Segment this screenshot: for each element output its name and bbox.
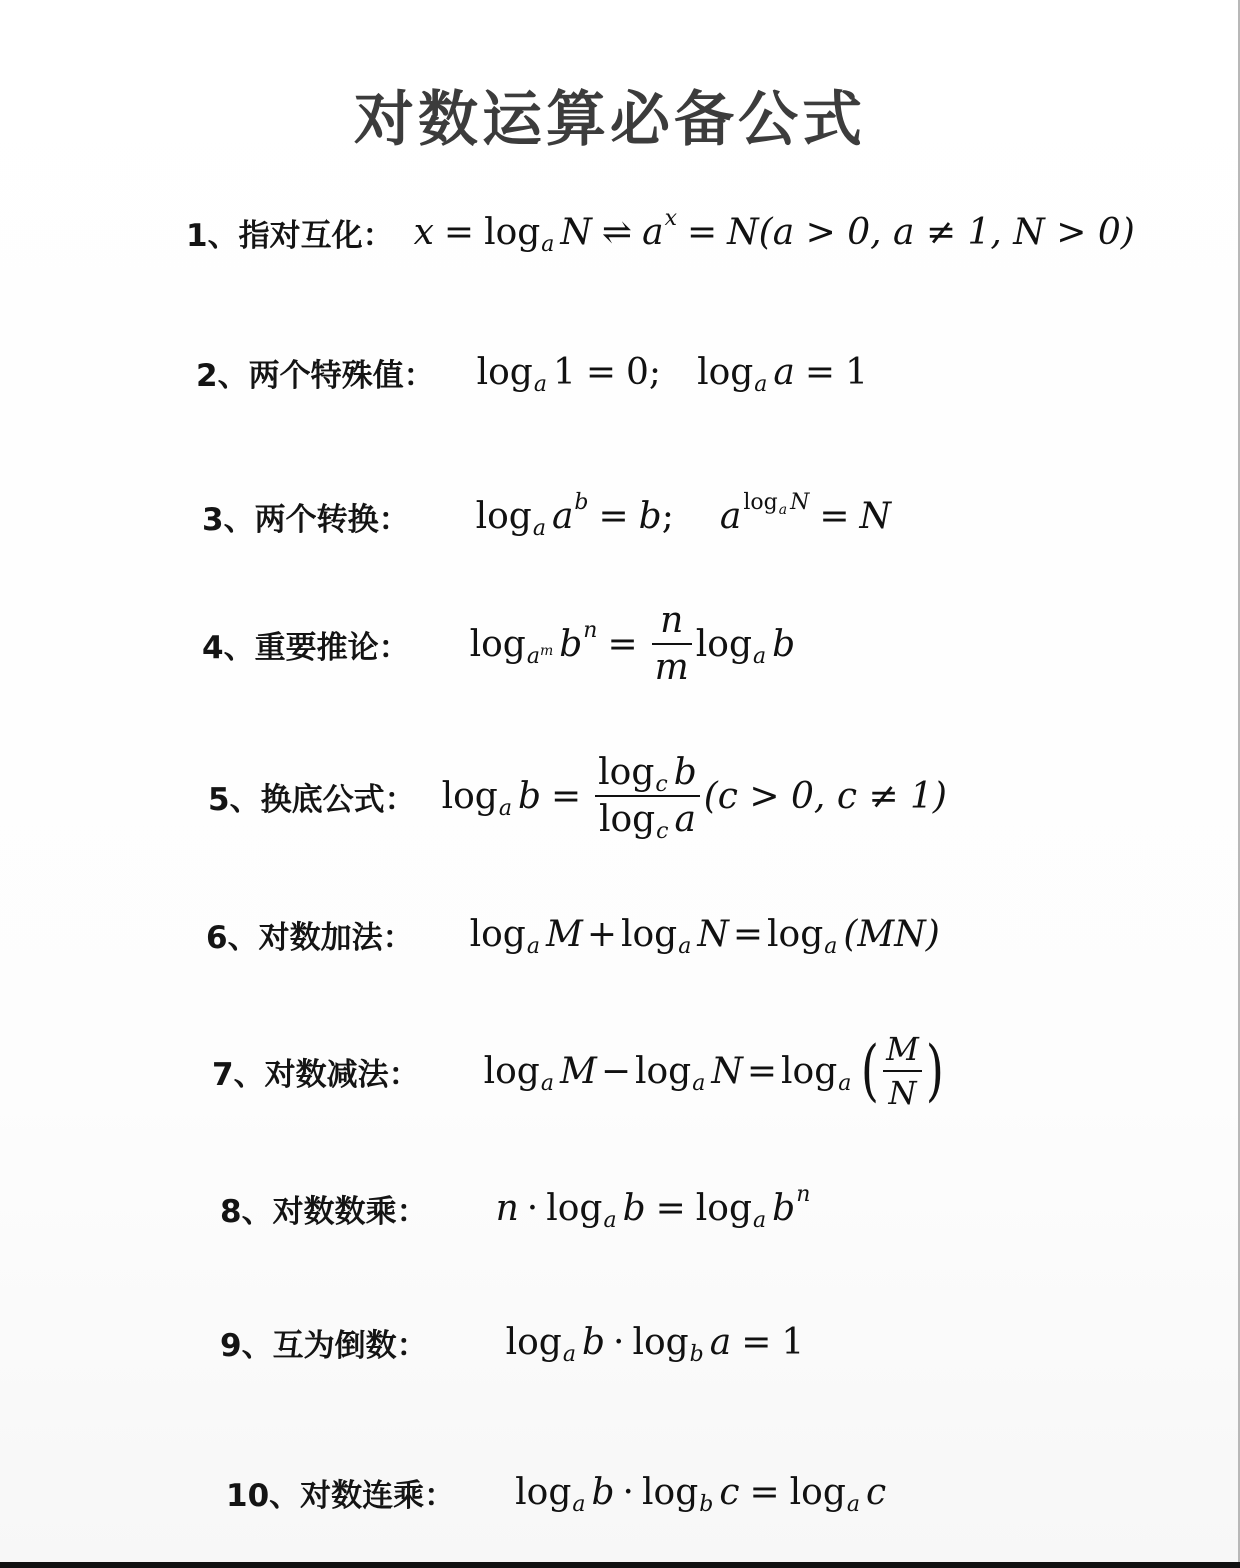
left-paren: (	[861, 1032, 880, 1109]
bottom-bar	[0, 1562, 1240, 1568]
formula-row-5	[208, 752, 947, 844]
formula-label: 5、换底公式：	[208, 781, 416, 818]
denominator: m	[654, 647, 689, 688]
formula-label: 7、对数减法：	[212, 1056, 420, 1093]
var-a: a	[551, 496, 574, 537]
log-base: a	[526, 934, 540, 959]
var-x: x	[413, 212, 434, 253]
log-base: a	[753, 1208, 767, 1233]
numerator: M	[886, 1030, 919, 1068]
formula-expression	[413, 206, 1135, 257]
denominator: N	[888, 1074, 917, 1112]
formula-label: 6、对数加法：	[206, 920, 414, 956]
number-zero: 0	[626, 352, 649, 393]
log-base: a	[752, 643, 767, 669]
log-operator: log	[484, 212, 541, 253]
page-title: 对数运算必备公式	[354, 85, 866, 155]
var-N: N	[711, 1050, 743, 1092]
var-a: a	[709, 1322, 732, 1363]
denominator	[596, 799, 699, 844]
equals-sign: =	[746, 1050, 778, 1092]
formula-label: 2、两个特殊值：	[196, 358, 435, 394]
formula-row-9	[220, 1320, 804, 1365]
log-base: b	[699, 1492, 714, 1517]
var-c: c	[719, 1472, 740, 1513]
equals-sign: =	[598, 496, 629, 537]
log-base: c	[655, 772, 668, 797]
formula-row-4	[202, 600, 795, 688]
log-operator: log	[743, 490, 778, 515]
log-base: a	[754, 372, 768, 397]
var-N: N	[560, 212, 592, 253]
log-base: a	[846, 1492, 861, 1517]
var-b: b	[622, 1188, 646, 1229]
var-b: b	[591, 1472, 615, 1513]
var-N: N	[859, 496, 891, 537]
var-b: b	[772, 623, 796, 665]
formula-row-10	[226, 1470, 886, 1515]
var-a: a	[674, 799, 696, 840]
log-base: a	[603, 1208, 617, 1233]
equals-sign: =	[585, 352, 617, 393]
formula-label: 3、两个转换：	[202, 502, 410, 538]
formula-expression	[505, 1322, 805, 1367]
formula-expression	[476, 352, 868, 397]
log-base: a	[541, 232, 555, 257]
formula-row-7	[212, 1030, 948, 1112]
log-operator: log	[505, 1322, 562, 1363]
formula-label: 10、对数连乘：	[226, 1478, 456, 1514]
var-b: b	[638, 496, 662, 537]
var-N: N	[697, 914, 729, 955]
log-operator: log	[781, 1050, 838, 1092]
log-operator: log	[475, 496, 532, 537]
formula-expression	[515, 1472, 887, 1517]
formula-label: 8、对数数乘：	[220, 1194, 428, 1230]
formula-row-6	[206, 912, 940, 957]
log-operator: log	[598, 799, 656, 840]
minus-sign: −	[600, 1050, 631, 1092]
var-a: a	[773, 352, 795, 393]
formula-row-1	[186, 206, 1135, 257]
right-paren: )	[925, 1032, 944, 1109]
log-base: a	[678, 934, 692, 959]
fraction-bar	[652, 643, 692, 645]
var-N: N	[727, 212, 759, 253]
exponent: n	[583, 617, 598, 643]
numerator	[595, 752, 700, 797]
log-operator: log	[632, 1322, 689, 1363]
formula-expression	[470, 600, 796, 688]
multiply-dot: ·	[526, 1188, 539, 1229]
formula-label: 9、互为倒数：	[220, 1328, 428, 1364]
equals-sign: =	[819, 496, 850, 537]
formula-expression	[441, 752, 947, 844]
log-operator: log	[695, 623, 752, 665]
equals-sign: =	[749, 1472, 780, 1513]
var-b: b	[673, 752, 697, 793]
log-base: b	[689, 1342, 704, 1367]
log-base: a	[498, 795, 512, 821]
equivalence-arrow-icon: ⇌	[601, 212, 633, 253]
formula-label: 1、指对互化：	[186, 218, 394, 254]
log-base: a	[533, 372, 547, 397]
equals-sign: =	[804, 352, 836, 393]
log-operator: log	[476, 352, 533, 393]
numerator: n	[660, 600, 684, 641]
var-b: b	[772, 1188, 796, 1229]
fraction-bar	[883, 1070, 922, 1072]
base-a: a	[526, 643, 540, 669]
log-base: a	[692, 1070, 706, 1096]
base-exponent-m: m	[539, 642, 554, 659]
equals-sign: =	[550, 775, 582, 817]
log-operator: log	[789, 1472, 846, 1513]
fraction-bar	[595, 795, 700, 797]
formula-expression	[495, 1182, 811, 1233]
product-MN: (MN)	[843, 914, 940, 955]
log-operator: log	[697, 352, 754, 393]
var-b: b	[517, 775, 541, 817]
var-a: a	[719, 496, 742, 537]
log-base	[527, 644, 553, 669]
formula-row-8	[220, 1182, 811, 1233]
equals-sign: =	[686, 212, 718, 253]
equals-sign: =	[732, 914, 764, 955]
formula-row-3	[202, 490, 891, 541]
var-b: b	[559, 623, 583, 665]
log-base: a	[540, 1070, 554, 1096]
number-one: 1	[552, 352, 576, 393]
log-base: a	[778, 502, 788, 518]
log-operator: log	[642, 1472, 699, 1513]
log-operator: log	[546, 1188, 603, 1229]
log-operator: log	[620, 914, 678, 955]
equals-sign: =	[443, 212, 475, 253]
log-base: a	[532, 516, 546, 541]
exponent: x	[664, 206, 677, 231]
log-operator: log	[695, 1188, 753, 1229]
number-one: 1	[781, 1322, 805, 1363]
multiply-dot: ·	[612, 1322, 625, 1363]
fraction	[883, 1030, 922, 1112]
exponent: n	[796, 1182, 811, 1207]
log-operator: log	[598, 752, 655, 793]
condition: (a > 0, a ≠ 1, N > 0)	[758, 212, 1135, 253]
log-base: a	[572, 1492, 586, 1517]
log-operator: log	[515, 1472, 572, 1513]
log-base: a	[824, 934, 838, 959]
log-operator: log	[767, 914, 824, 955]
log-operator: log	[469, 623, 526, 665]
var-M: M	[545, 914, 583, 955]
separator: ;	[648, 352, 662, 393]
multiply-dot: ·	[622, 1472, 634, 1513]
formula-expression	[475, 490, 891, 541]
number-one: 1	[845, 352, 868, 393]
equals-sign: =	[607, 623, 638, 665]
var-n: n	[495, 1188, 519, 1229]
var-a: a	[642, 212, 664, 253]
formula-row-2	[196, 350, 868, 395]
var-c: c	[866, 1472, 887, 1513]
fraction	[595, 752, 700, 844]
condition: (c > 0, c ≠ 1)	[703, 775, 947, 817]
exponent-log	[743, 490, 810, 518]
log-operator: log	[469, 914, 526, 955]
log-operator: log	[483, 1050, 540, 1092]
log-base: c	[656, 819, 669, 844]
log-operator: log	[634, 1050, 692, 1092]
formula-expression	[469, 914, 940, 959]
var-N: N	[790, 490, 810, 515]
log-operator: log	[441, 775, 498, 817]
formula-label: 4、重要推论：	[202, 629, 410, 666]
var-M: M	[559, 1050, 597, 1092]
var-b: b	[581, 1322, 605, 1363]
log-base: a	[562, 1342, 576, 1367]
log-base: a	[838, 1070, 852, 1096]
equals-sign: =	[741, 1322, 772, 1363]
separator: ;	[661, 496, 674, 537]
formula-expression	[484, 1030, 948, 1112]
equals-sign: =	[655, 1188, 686, 1229]
fraction	[652, 600, 692, 688]
exponent: b	[574, 490, 589, 515]
plus-sign: +	[586, 914, 617, 955]
